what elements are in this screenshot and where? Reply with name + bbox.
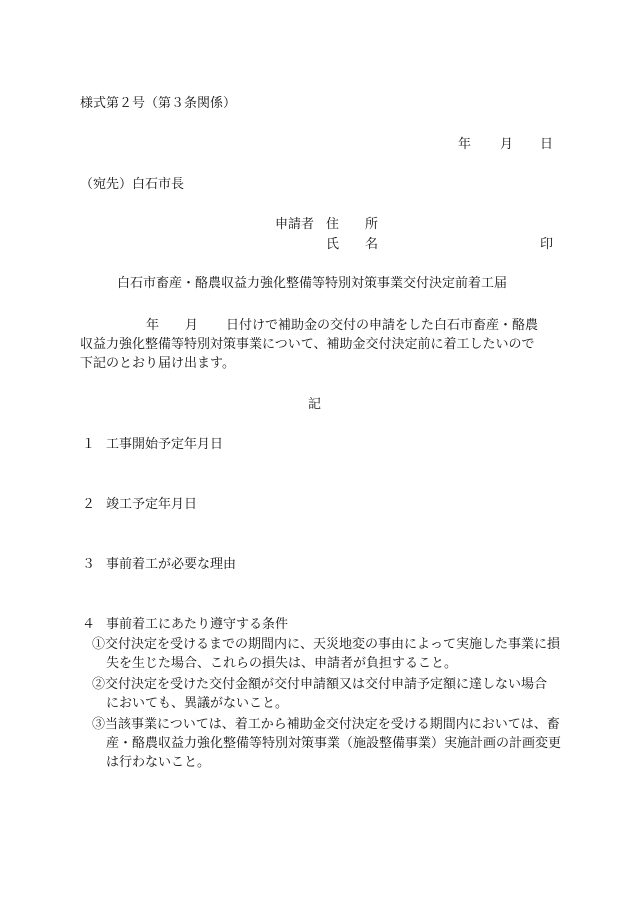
item-4-text: 事前着工にあたり遵守する条件 [106, 617, 289, 632]
item-2-number: ２ [82, 497, 96, 512]
ki-heading: 記 [308, 397, 322, 412]
condition-3-line-2: 産・酪農収益力強化整備等特別対策事業（施設整備事業）実施計画の計画変更 [106, 736, 562, 751]
condition-3-line-1: ③当該事業については、着工から補助金交付決定を受ける期間内においては、畜 [92, 717, 560, 732]
item-1-number: １ [82, 437, 96, 452]
condition-2-line-2: においても、異議がないこと。 [106, 696, 289, 711]
body-line-3: 下記のとおり届け出ます。 [80, 356, 235, 371]
form-label: 様式第２号（第３条関係） [80, 96, 237, 111]
addressee: （宛先）白石市長 [80, 177, 185, 192]
item-2-text: 竣工予定年月日 [106, 497, 198, 512]
item-1-text: 工事開始予定年月日 [106, 437, 224, 452]
item-3-text: 事前着工が必要な理由 [106, 557, 237, 572]
body-line-2: 収益力強化整備等特別対策事業について、補助金交付決定前に着工したいので [80, 337, 535, 352]
body-line-1: 日付けで補助金の交付の申請をした白石市畜産・酪農 [226, 318, 539, 333]
condition-1-line-1: ①交付決定を受けるまでの期間内に、天災地変の事由によって実施した事業に損 [92, 637, 561, 652]
condition-3-line-3: は行わないこと。 [106, 755, 211, 770]
address-label: 住 所 [326, 217, 379, 232]
condition-2-line-1: ②交付決定を受けた交付金額が交付申請額又は交付申請予定額に達しない場合 [92, 677, 548, 692]
applicant-label: 申請者 [275, 217, 315, 232]
body-year-label: 年 [146, 318, 160, 333]
date-month-label: 月 [500, 137, 514, 152]
date-day-label: 日 [540, 137, 554, 152]
condition-1-line-2: 失を生じた場合、これらの損失は、申請者が負担すること。 [106, 656, 458, 671]
item-3-number: ３ [82, 557, 96, 572]
item-4-number: ４ [82, 617, 96, 632]
body-month-label: 月 [185, 318, 199, 333]
document-title: 白石市畜産・酪農収益力強化整備等特別対策事業交付決定前着工届 [117, 276, 508, 291]
date-year-label: 年 [458, 137, 472, 152]
name-label: 氏 名 [326, 237, 379, 252]
seal-mark: 印 [540, 237, 554, 252]
